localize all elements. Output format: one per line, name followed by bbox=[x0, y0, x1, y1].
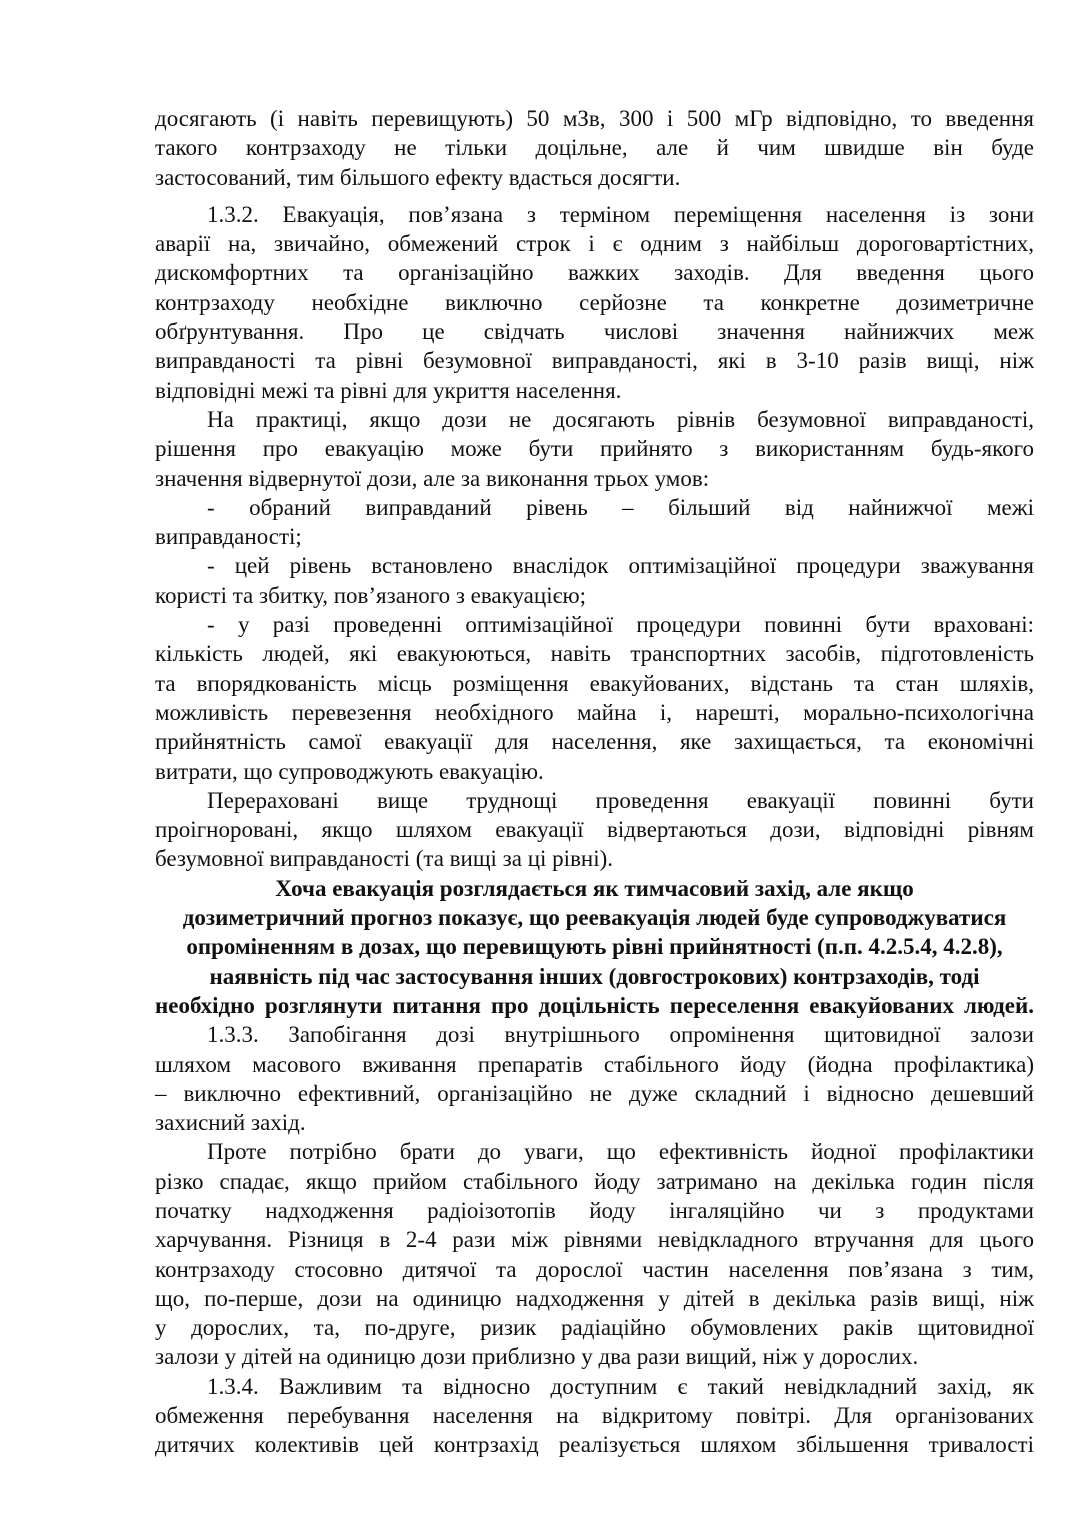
text-line: різко спадає, якщо прийом стабільного йоду затримано на декілька годин після bbox=[155, 1168, 1034, 1194]
text-line: - у разі проведенні оптимізаційної процедури повинні бути враховані: bbox=[207, 612, 1034, 638]
text-line: дитячих колективів цей контрзахід реалізується шляхом збільшення тривалості bbox=[155, 1432, 1034, 1458]
text-line: Хоча евакуація розглядається як тимчасовий захід, але якщо bbox=[275, 875, 914, 901]
text-line: що, по-перше, дози на одиницю надходження у дітей в декілька разів вищі, ніж bbox=[155, 1285, 1034, 1311]
text-line: опроміненням в дозах, що перевищують рівні прийнятності (п.п. 4.2.5.4, 4.2.8), bbox=[186, 934, 1003, 960]
text-line: рішення про евакуацію може бути прийнято з використанням будь-якого bbox=[155, 436, 1034, 462]
document-page bbox=[155, 104, 1034, 1460]
text-line: прийнятність самої евакуації для населення, яке захищається, та економічні bbox=[155, 729, 1034, 755]
paragraph-section-1-3-4 bbox=[155, 1372, 1034, 1460]
text-line: значення відвернутої дози, але за виконання трьох умов: bbox=[155, 465, 710, 491]
text-line: кількість людей, які евакуюються, навіть транспортних засобів, підготовленість bbox=[155, 641, 1034, 667]
text-line: контрзаходу необхідне виключно серйозне та конкретне дозиметричне bbox=[155, 289, 1034, 315]
text-line: досягають (і навіть перевищують) 50 мЗв, 300 і 500 мГр відповідно, то введення bbox=[155, 106, 1034, 131]
text-line: обмеження перебування населення на відкритому повітрі. Для організованих bbox=[155, 1403, 1034, 1429]
text-line: витрати, що супроводжують евакуацію. bbox=[155, 758, 544, 784]
text-line: Перераховані вище труднощі проведення евакуації повинні бути bbox=[207, 787, 1034, 813]
section-heading-line: 1.3.4. Важливим та відносно доступним є такий невідкладний захід, як bbox=[207, 1373, 1034, 1399]
paragraph-continuation bbox=[155, 104, 1034, 192]
text-line: аварії на, звичайно, обмежений строк і є одним з найбільш дороговартістних, bbox=[155, 231, 1034, 257]
text-line: необхідно розглянути питання про доцільність переселення евакуйованих людей. bbox=[155, 992, 1034, 1018]
text-line: дискомфортних та організаційно важких заходів. Для введення цього bbox=[155, 260, 1034, 286]
text-line: – виключно ефективний, організаційно не дуже складний і відносно дешевший bbox=[155, 1080, 1034, 1106]
text-line: дозиметричний прогноз показує, що реевакуація людей буде супроводжуватися bbox=[182, 905, 1007, 931]
text-line: у дорослих, та, по-друге, ризик радіаційно обумовлених раків щитовидної bbox=[155, 1315, 1034, 1341]
text-line: харчування. Різниця в 2-4 рази між рівнями невідкладного втручання для цього bbox=[155, 1227, 1034, 1253]
section-heading-line: 1.3.3. Запобігання дозі внутрішнього опромінення щитовидної залози bbox=[207, 1022, 1034, 1048]
text-line: застосований, тим більшого ефекту вдасться досягти. bbox=[155, 164, 681, 190]
section-heading-line: 1.3.2. Евакуація, пов’язана з терміном переміщення населення із зони bbox=[207, 201, 1034, 227]
text-line: можливість перевезення необхідного майна і, нарешті, морально-психологічна bbox=[155, 699, 1034, 725]
bold-note-resettlement bbox=[155, 874, 1034, 1020]
text-line: Проте потрібно брати до уваги, що ефективність йодної профілактики bbox=[207, 1139, 1034, 1165]
paragraph-practice bbox=[155, 405, 1034, 493]
text-line: контрзаходу стосовно дитячої та дорослої частин населення пов’язана з тим, bbox=[155, 1256, 1034, 1282]
text-line: виправданості; bbox=[155, 524, 302, 550]
text-line: шляхом масового вживання препаратів стабільного йоду (йодна профілактика) bbox=[155, 1051, 1034, 1077]
text-line: обґрунтування. Про це свідчать числові значення найнижчих меж bbox=[155, 319, 1034, 345]
paragraph-iodine bbox=[155, 1137, 1034, 1371]
paragraph-difficulties bbox=[155, 786, 1034, 874]
list-item-condition-1 bbox=[155, 493, 1034, 552]
text-line: безумовної виправданості (та вищі за ці рівні). bbox=[155, 846, 614, 872]
text-line: виправданості та рівні безумовної виправданості, які в 3-10 разів вищі, ніж bbox=[155, 348, 1034, 374]
text-line: захисний захід. bbox=[155, 1110, 306, 1136]
text-line: - цей рівень встановлено внаслідок оптимізаційної процедури зважування bbox=[207, 553, 1034, 579]
paragraph-section-1-3-3 bbox=[155, 1020, 1034, 1137]
text-line: відповідні межі та рівні для укриття населення. bbox=[155, 377, 622, 403]
text-line: такого контрзаходу не тільки доцільне, але й чим швидше він буде bbox=[155, 135, 1034, 161]
text-line: - обраний виправданий рівень – більший від найнижчої межі bbox=[207, 494, 1034, 520]
text-line: На практиці, якщо дози не досягають рівнів безумовної виправданості, bbox=[207, 406, 1034, 432]
text-line: та впорядкованість місць розміщення евакуйованих, відстань та стан шляхів, bbox=[155, 670, 1034, 696]
list-item-condition-3 bbox=[155, 610, 1034, 786]
text-line: початку надходження радіоізотопів йоду інгаляційно чи з продуктами bbox=[155, 1197, 1034, 1223]
list-item-condition-2 bbox=[155, 551, 1034, 610]
paragraph-section-1-3-2 bbox=[155, 200, 1034, 405]
text-line: залози у дітей на одиницю дози приблизно у два рази вищий, ніж у дорослих. bbox=[155, 1344, 919, 1370]
text-line: наявність під час застосування інших (довгострокових) контрзаходів, тоді bbox=[209, 963, 980, 989]
text-line: користі та збитку, пов’язаного з евакуацією; bbox=[155, 582, 587, 608]
text-line: проігноровані, якщо шляхом евакуації відвертаються дози, відповідні рівням bbox=[155, 817, 1034, 843]
